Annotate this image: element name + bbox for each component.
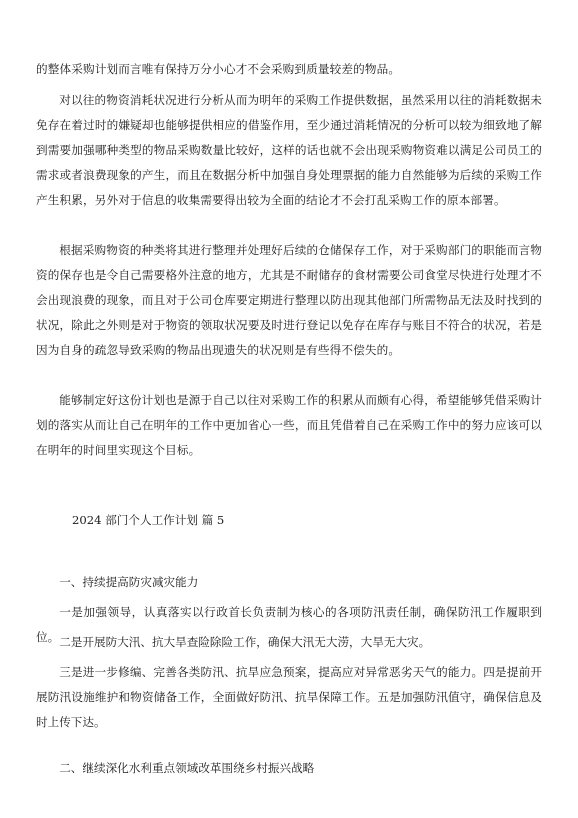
list-item-2: 二是开展防大汛、抗大旱查险除险工作，确保大汛无大涝，大旱无大灾。 [59, 635, 431, 649]
list-item-1: 一是加强领导，认真落实以行政首长负责制为核心的各项防汛责任制，确保防汛工作履职到位。 [36, 605, 542, 644]
heading-water-reform: 二、继续深化水利重点领域改革围绕乡村振兴战略 [59, 761, 315, 775]
section-title: 2024 部门个人工作计划 篇 5 [72, 513, 225, 527]
paragraph-consumption-analysis: 对以往的物资消耗状况进行分析从而为明年的采购工作提供数据，虽然采用以往的消耗数据未免存在着过时的嫌疑却也能够提供相应的借鉴作用，至少通过消耗情况的分析可以较为细致地了解到需要加强哪种类型的物品采购数量比较好，这样的话也就不会出现采购物资难以满足公司员工的需求或者浪费现象的产生，而且在数据分析中加强自身处理票据的能力自然能够为后续的采购工作产生积累，另外对于信息的收集需要得出较为全面的结论才不会打乱采购工作的原本部署。 [36, 93, 542, 207]
paragraph-storage: 根据采购物资的种类将其进行整理并处理好后续的仓储保存工作，对于采购部门的职能而言物资的保存也是令自己需要格外注意的地方，尤其是不耐储存的食材需要公司食堂尽快进行处理才不会出现浪费的现象，而且对于公司仓库要定期进行整理以防出现其他部门所需物品无法及时找到的状况，除此之外则是对于物资的领取状况要及时进行登记以免存在库存与账目不符合的状况，若是因为自身的疏忽导致采购的物品出现遗失的状况则是有些得不偿失的。 [36, 243, 542, 357]
list-item-3: 三是进一步修编、完善各类防汛、抗旱应急预案，提高应对异常恶劣天气的能力。四是提前开展防汛设施维护和物资储备工作，全面做好防汛、抗旱保障工作。五是加强防汛值守，确保信息及时上传下达。 [36, 665, 542, 729]
paragraph-continuation: 的整体采购计划而言唯有保持万分小心才不会采购到质量较差的物品。 [36, 62, 401, 76]
paragraph-conclusion: 能够制定好这份计划也是源于自己以往对采购工作的积累从而颇有心得，希望能够凭借采购计划的落实从而让自己在明年的工作中更加省心一些，而且凭借着自己在采购工作中的努力应该可以在明年的时间里实现这个目标。 [36, 393, 542, 457]
heading-disaster-prevention: 一、持续提高防灾减灾能力 [59, 575, 199, 589]
